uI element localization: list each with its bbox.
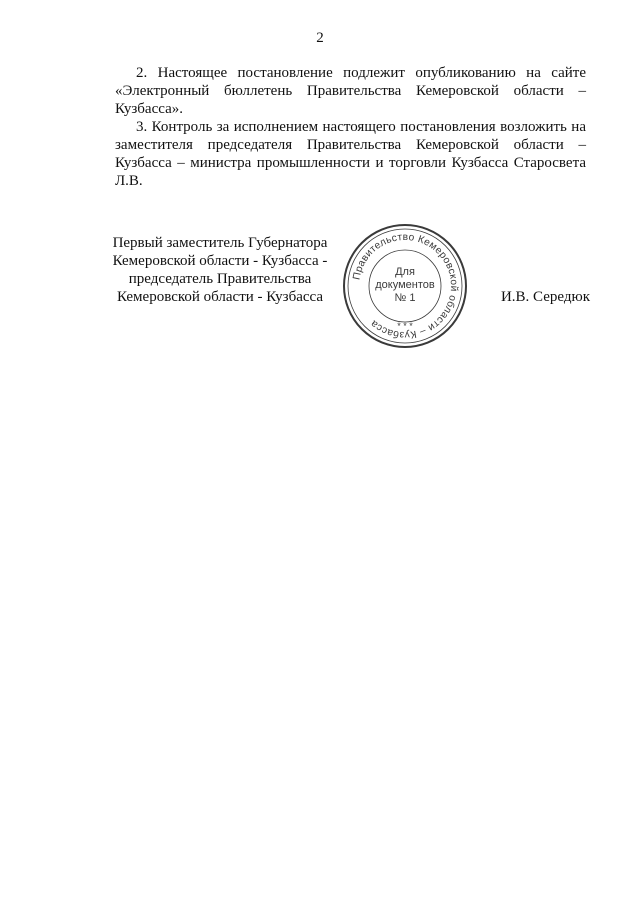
signatory-title-line: председатель Правительства <box>128 271 312 287</box>
seal-ring-text: Правительство Кемеровской области – Кузбасса <box>351 231 460 341</box>
signatory-title-line: Первый заместитель Губернатора <box>112 235 328 251</box>
page-number: 2 <box>316 30 324 46</box>
official-seal <box>340 221 470 351</box>
seal-center-line: документов <box>375 279 435 291</box>
document-body <box>115 64 586 190</box>
seal-center-line: Для <box>395 266 415 278</box>
signatory-title-line: Кемеровской области - Кузбасса - <box>112 253 328 269</box>
seal-graphic <box>340 221 470 351</box>
signatory-title-line: Кемеровской области - Кузбасса <box>116 289 324 305</box>
signatory-title <box>100 234 340 306</box>
paragraph-control: 3. Контроль за исполнением настоящего постановления возложить на заместителя председателя Правительства Кемеровской области – Кузбасса – министра промышленности и торговли Кузбасса Старосвета Л.В. <box>115 119 586 189</box>
seal-center-line: № 1 <box>394 292 416 304</box>
seal-stars: * * * <box>397 321 413 331</box>
paragraph-publication: 2. Настоящее постановление подлежит опубликованию на сайте «Электронный бюллетень Правительства Кемеровской области – Кузбасса». <box>115 65 586 117</box>
signatory-name: И.В. Середюк <box>500 289 590 305</box>
